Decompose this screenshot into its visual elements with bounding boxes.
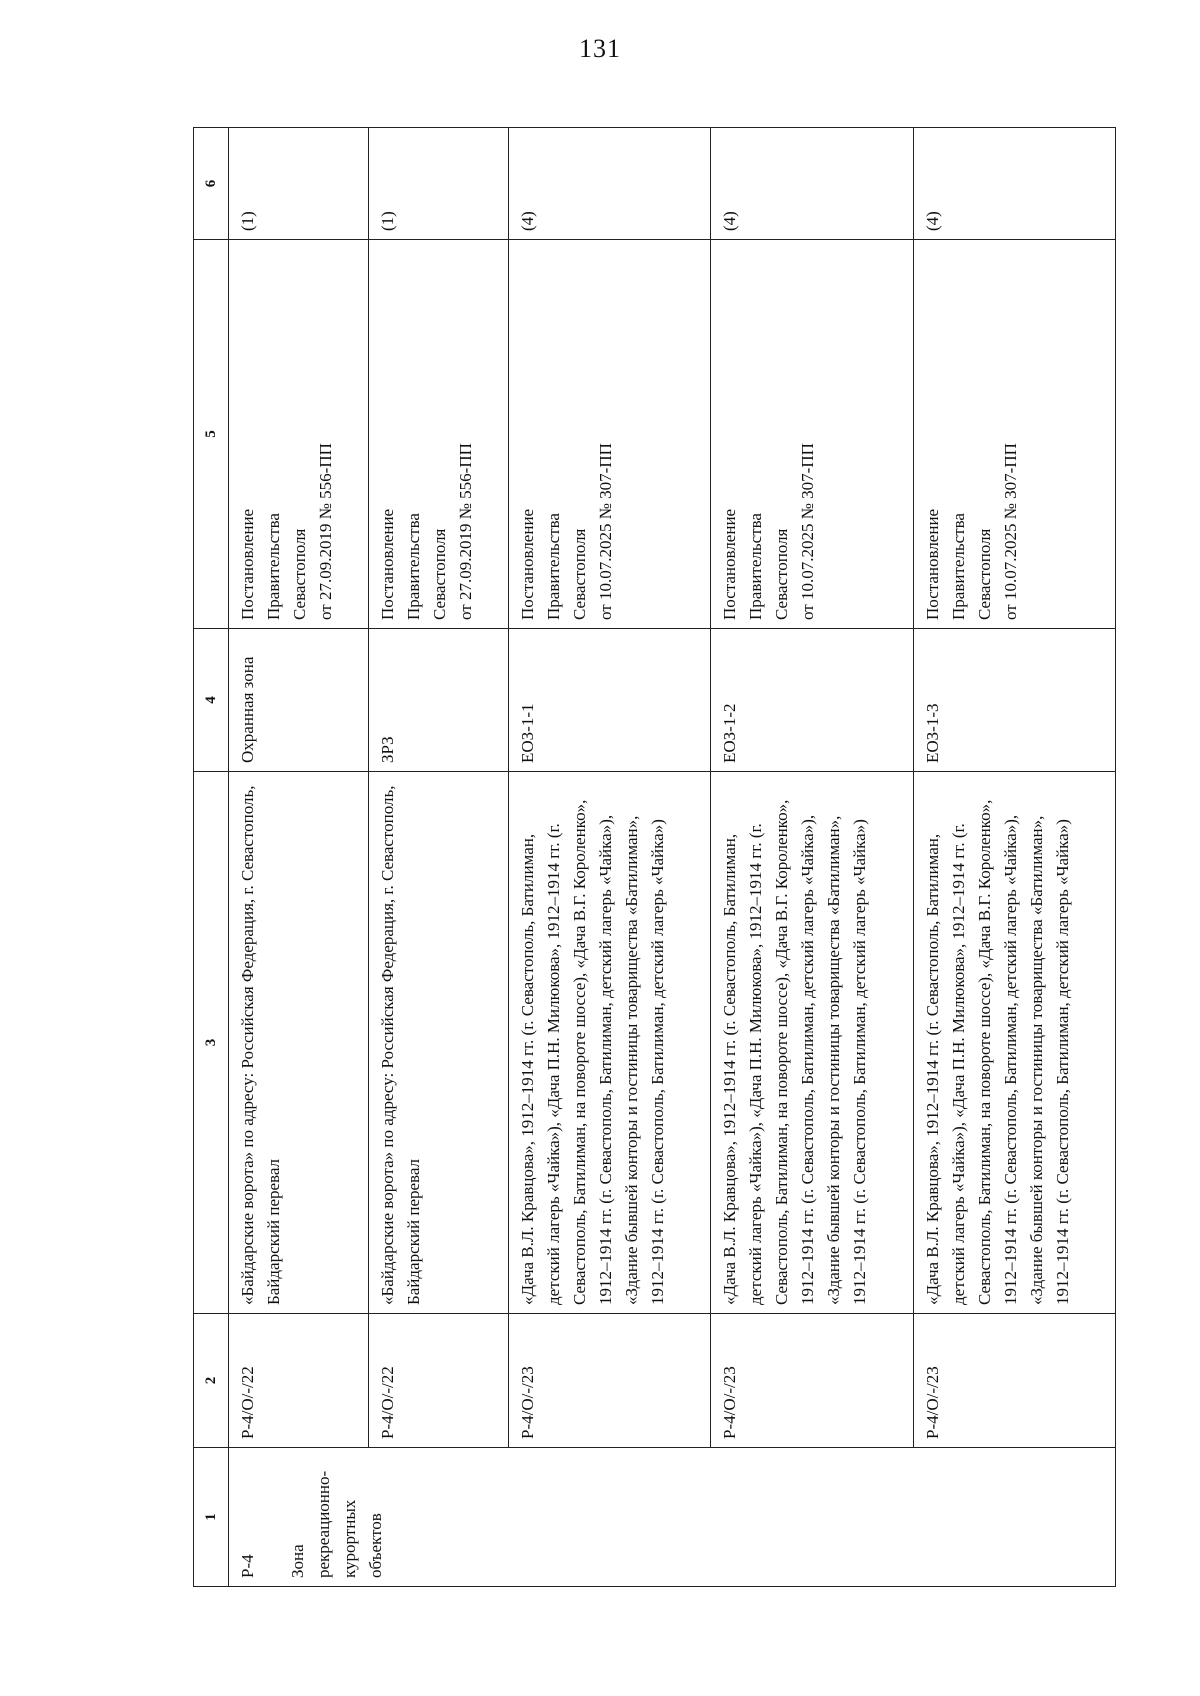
doc-line: Постановление bbox=[518, 508, 538, 620]
zone-cell bbox=[229, 1448, 1116, 1587]
doc-line: Правительства bbox=[544, 513, 564, 620]
legal-document bbox=[509, 240, 711, 629]
legal-document bbox=[229, 240, 369, 629]
object-code: Р-4/О/-/22 bbox=[369, 1314, 509, 1448]
legal-document bbox=[913, 240, 1115, 629]
reference-number: (4) bbox=[711, 128, 913, 240]
column-header-2: 2 bbox=[194, 1314, 229, 1448]
object-description: «Дача В.Л. Кравцова», 1912–1914 гг. (г. Севастополь, Батилиман, детский лагерь «Чайка»), «Дача П.Н. Милюкова», 1912–1914 гг. (г. Севастополь, Батилиман, на повороте шоссе), «Дача В.Г. Короленко», 1912–1914 гг. (г. Севастополь, Батилиман, детский лагерь «Чайка»), «Здание бывшей конторы и гостиницы товарищества «Батилиман», 1912–1914 гг. (г. Севастополь, Батилиман, детский лагерь «Чайка») bbox=[913, 772, 1115, 1314]
column-header-4: 4 bbox=[194, 629, 229, 772]
zone-code: Р-4 bbox=[238, 1554, 257, 1578]
doc-line: Севастополя bbox=[430, 528, 450, 620]
doc-line: Постановление bbox=[238, 508, 257, 620]
legal-document bbox=[711, 240, 913, 629]
doc-line: Севастополя bbox=[570, 528, 590, 620]
object-description: «Байдарские ворота» по адресу: Российская Федерация, г. Севастополь, Байдарский перевал bbox=[229, 772, 369, 1314]
doc-line: Постановление bbox=[922, 508, 942, 620]
column-header-3: 3 bbox=[194, 772, 229, 1314]
column-header-6: 6 bbox=[194, 128, 229, 240]
object-description: «Байдарские ворота» по адресу: Российская Федерация, г. Севастополь, Байдарский перевал bbox=[369, 772, 509, 1314]
page-number: 131 bbox=[579, 34, 621, 63]
doc-line: от 10.07.2025 № 307-ПП bbox=[798, 443, 818, 620]
table-row bbox=[913, 128, 1115, 1587]
doc-line: Постановление bbox=[378, 508, 398, 620]
object-code: Р-4/О/-/23 bbox=[913, 1314, 1115, 1448]
legal-document bbox=[369, 240, 509, 629]
table-row bbox=[509, 128, 711, 1587]
zone-type: Охранная зона bbox=[229, 629, 369, 772]
doc-line: Правительства bbox=[746, 513, 766, 620]
object-code: Р-4/О/-/23 bbox=[509, 1314, 711, 1448]
table-row bbox=[369, 128, 509, 1587]
reference-number: (1) bbox=[229, 128, 369, 240]
zone-type: ЕОЗ-1-3 bbox=[913, 629, 1115, 772]
doc-line: Севастополя bbox=[772, 528, 792, 620]
zone-type: ЗРЗ bbox=[369, 629, 509, 772]
doc-line: Правительства bbox=[264, 513, 283, 620]
reference-number: (4) bbox=[509, 128, 711, 240]
table-header-row bbox=[194, 128, 229, 1587]
doc-line: Севастополя bbox=[974, 528, 994, 620]
reference-number: (4) bbox=[913, 128, 1115, 240]
object-description: «Дача В.Л. Кравцова», 1912–1914 гг. (г. Севастополь, Батилиман, детский лагерь «Чайка»), «Дача П.Н. Милюкова», 1912–1914 гг. (г. Севастополь, Батилиман, на повороте шоссе), «Дача В.Г. Короленко», 1912–1914 гг. (г. Севастополь, Батилиман, детский лагерь «Чайка»), «Здание бывшей конторы и гостиницы товарищества «Батилиман», 1912–1914 гг. (г. Севастополь, Батилиман, детский лагерь «Чайка») bbox=[509, 772, 711, 1314]
doc-line: от 27.09.2019 № 556-ПП bbox=[456, 443, 476, 620]
object-code: Р-4/О/-/22 bbox=[229, 1314, 369, 1448]
object-code: Р-4/О/-/23 bbox=[711, 1314, 913, 1448]
zone-type: ЕОЗ-1-2 bbox=[711, 629, 913, 772]
reference-number: (1) bbox=[369, 128, 509, 240]
doc-line: Правительства bbox=[404, 513, 424, 620]
table-row bbox=[711, 128, 913, 1587]
zone-type: ЕОЗ-1-1 bbox=[509, 629, 711, 772]
doc-line: от 10.07.2025 № 307-ПП bbox=[596, 443, 616, 620]
table-row bbox=[229, 128, 369, 1587]
column-header-5: 5 bbox=[194, 240, 229, 629]
doc-line: Севастополя bbox=[290, 528, 309, 620]
doc-line: от 27.09.2019 № 556-ПП bbox=[316, 443, 335, 620]
doc-line: Постановление bbox=[720, 508, 740, 620]
zones-table bbox=[193, 127, 1116, 1587]
column-header-1: 1 bbox=[194, 1448, 229, 1587]
rotated-table-container bbox=[193, 128, 1116, 1587]
doc-line: от 10.07.2025 № 307-ПП bbox=[1000, 443, 1020, 620]
doc-line: Правительства bbox=[948, 513, 968, 620]
object-description: «Дача В.Л. Кравцова», 1912–1914 гг. (г. Севастополь, Батилиман, детский лагерь «Чайка»), «Дача П.Н. Милюкова», 1912–1914 гг. (г. Севастополь, Батилиман, на повороте шоссе), «Дача В.Г. Короленко», 1912–1914 гг. (г. Севастополь, Батилиман, детский лагерь «Чайка»), «Здание бывшей конторы и гостиницы товарищества «Батилиман», 1912–1914 гг. (г. Севастополь, Батилиман, детский лагерь «Чайка») bbox=[711, 772, 913, 1314]
zone-name: Зона рекреационно-курортных объектов bbox=[288, 1470, 385, 1578]
